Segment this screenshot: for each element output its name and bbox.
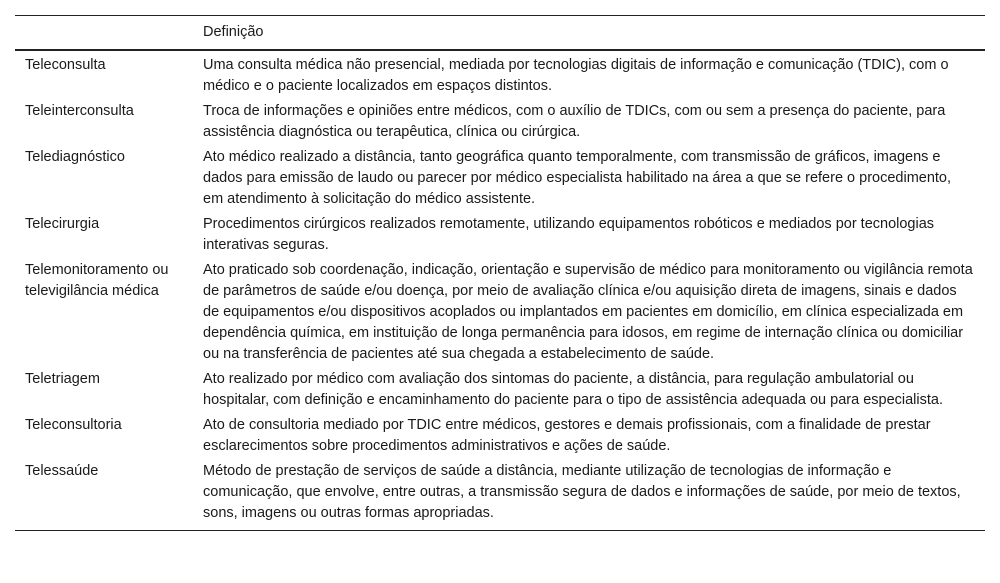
table-row [15, 145, 985, 212]
table-row [15, 212, 985, 258]
row-definition: Ato praticado sob coordenação, indicação, orientação e supervisão de médico para monitoramento ou vigilância remota de parâmetros de saúde e/ou doença, por meio de avaliação clínica e/ou aquisição direta de imagens, sinais e dados de equipamentos e/ou dispositivos acoplados ou implantados em pacientes em domicílio, em clínica especializada em dependência química, em instituição de longa permanência para idosos, em regime de internação clínica ou domiciliar ou na transferência de pacientes até sua chegada a estabelecimento de saúde. [203, 262, 973, 362]
definitions-table-container [15, 15, 985, 531]
row-term: Telediagnóstico [25, 149, 125, 165]
header-definition: Definição [203, 24, 264, 40]
row-term: Teleinterconsulta [25, 103, 134, 119]
row-definition: Ato realizado por médico com avaliação dos sintomas do paciente, a distância, para regulação ambulatorial ou hospitalar, com definição e encaminhamento do paciente para o tipo de assistência adequada ou para especialista. [203, 371, 943, 408]
row-term: Teletriagem [25, 371, 100, 387]
row-term: Telessaúde [25, 463, 99, 479]
row-term: Telecirurgia [25, 216, 100, 232]
row-definition: Ato médico realizado a distância, tanto geográfica quanto temporalmente, com transmissão de gráficos, imagens e dados para emissão de laudo ou parecer por médico especialista habilitado na área a que se refere o procedimento, em atendimento à solicitação do médico assistente. [203, 149, 952, 207]
table-row [15, 413, 985, 459]
table-row [15, 99, 985, 145]
table-row [15, 258, 985, 367]
row-term: Teleconsultoria [25, 417, 122, 433]
row-definition: Procedimentos cirúrgicos realizados remotamente, utilizando equipamentos robóticos e mediados por tecnologias interativas seguras. [203, 216, 935, 253]
definitions-table [15, 15, 985, 531]
table-header [15, 16, 985, 51]
row-definition: Método de prestação de serviços de saúde a distância, mediante utilização de tecnologias de informação e comunicação, que envolve, entre outras, a transmissão segura de dados e informações de saúde, por meio de textos, sons, imagens ou outras formas apropriadas. [203, 463, 961, 521]
row-term: Telemonitoramento ou televigilância médica [25, 262, 169, 299]
row-definition: Ato de consultoria mediado por TDIC entre médicos, gestores e demais profissionais, com a finalidade de prestar esclarecimentos sobre procedimentos administrativos e ações de saúde. [203, 417, 931, 454]
header-row [15, 16, 985, 51]
table-row [15, 50, 985, 99]
row-term: Teleconsulta [25, 57, 106, 73]
row-definition: Troca de informações e opiniões entre médicos, com o auxílio de TDICs, com ou sem a presença do paciente, para assistência diagnóstica ou terapêutica, clínica ou cirúrgica. [203, 103, 946, 140]
table-row [15, 367, 985, 413]
header-term [15, 16, 193, 51]
row-definition: Uma consulta médica não presencial, mediada por tecnologias digitais de informação e comunicação (TDIC), com o médico e o paciente localizados em espaços distintos. [203, 57, 949, 94]
table-body [15, 50, 985, 531]
table-row [15, 459, 985, 531]
